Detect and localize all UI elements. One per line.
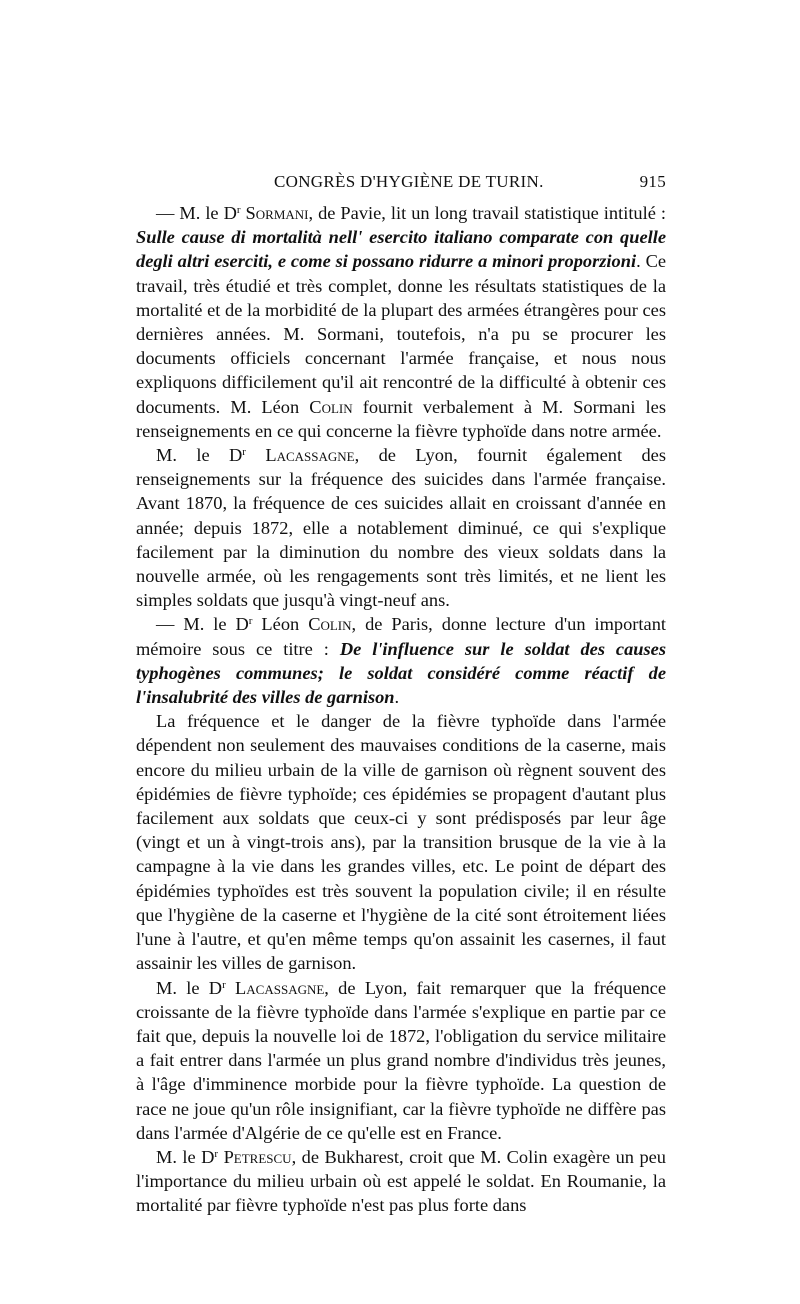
text-span: . Ce travail, très étudié et très complet, donne les résultats statistiques de la mortalité et de la morbidité de la plupart des armées étrangères pour ces dernières années. M. Sormani, toutefois, n'a pu se procurer les documents officiels concernant l'armée française, et nous nous expliquons difficilement qu'il ait rencontré de la difficulté à obtenir ces documents. M. Léon: [136, 251, 666, 417]
text-span: M. le D: [156, 977, 223, 998]
text-span: , de Paris, donne lecture d'un important mémoire sous ce titre :: [136, 614, 667, 659]
text-span: — M. le D: [156, 614, 249, 635]
text-span: M. le D: [156, 1146, 215, 1167]
running-title: CONGRÈS D'HYGIÈNE DE TURIN.: [274, 172, 544, 191]
author-name: Lacassagne: [265, 445, 355, 466]
text-span: , de Pavie, lit un long travail statistique intitulé :: [308, 203, 667, 223]
body-text: [136, 201, 666, 1218]
work-title: Sulle cause di mortalità nell' esercito italiano comparate con quelle degli altri eserciti, e come si possano ridurre a minori proporzioni: [136, 227, 666, 272]
superscript: r: [214, 1147, 219, 1160]
text-span: , de Lyon, fournit également des renseignements sur la fréquence des suicides dans l'armée française. Avant 1870, la fréquence de ces suicides allait en croissant d'année en année; depuis 1872, elle a notablement diminué, ce qui s'explique facilement par la diminution du nombre des vieux soldats dans la nouvelle armée, où les rengagements sont très limités, et ne lient les simples soldats que jusqu'à vingt-neuf ans.: [136, 445, 666, 611]
text-span: — M. le D: [156, 203, 237, 223]
text-span: , de Bukharest, croit que M. Colin exagère un peu l'importance du milieu urbain où est appelé le soldat. En Roumanie, la mortalité par fièvre typhoïde n'est pas plus forte dans: [136, 1146, 666, 1216]
text-span: , de Lyon, fait remarquer que la fréquence croissante de la fièvre typhoïde dans l'armée s'explique en partie par ce fait que, depuis la nouvelle loi de 1872, l'obligation du service militaire a fait entrer dans l'armée un plus grand nombre d'individus très jeunes, à l'âge d'imminence morbide pour la fièvre typhoïde. La question de race ne joue qu'un rôle insignifiant, car la fièvre typhoïde ne diffère pas dans l'armée d'Algérie de ce qu'elle est en France.: [136, 977, 667, 1143]
superscript: r: [248, 615, 253, 628]
author-name: Petrescu: [223, 1146, 292, 1167]
paragraph-sormani: [136, 201, 666, 443]
text-span: .: [394, 687, 400, 708]
author-name: Sormani: [245, 203, 309, 223]
superscript: r: [242, 446, 246, 459]
paragraph-lacassagne-suicides: [136, 443, 666, 612]
paragraph-lacassagne-typhoid: [136, 976, 666, 1145]
superscript: r: [222, 978, 226, 991]
paragraph-petrescu: [136, 1145, 666, 1218]
paragraph-colin-memoir: [136, 612, 666, 709]
page-number: 915: [639, 172, 666, 191]
author-name: Colin: [308, 614, 352, 635]
text-span: Léon: [252, 614, 309, 635]
work-title: De l'influence sur le soldat des causes typhogènes communes; le soldat considéré comme réactif de l'insalubrité des villes de garnison: [136, 638, 666, 708]
text-span: M. le D: [156, 445, 243, 466]
paragraph-typhoid-frequency: La fréquence et le danger de la fièvre typhoïde dans l'armée dépendent non seulement des mauvaises conditions de la caserne, mais encore du milieu urbain de la ville de garnison où règnent souvent des épidémies de fièvre typhoïde; ces épidémies se propagent d'autant plus facilement aux soldats que ceux-ci y sont prédisposés par leur âge (vingt et un à vingt-trois ans), par la transition brusque de la vie à la campagne à la vie dans les grandes villes, etc. Le point de départ des épidémies typhoïdes est très souvent la population civile; il en résulte que l'hygiène de la caserne et l'hygiène de la cité sont étroitement liées l'une à l'autre, et qu'en même temps qu'on assainit les casernes, il faut assainir les villes de garnison.: [136, 711, 666, 974]
author-name: Colin: [309, 396, 353, 417]
author-name: Lacassagne: [235, 977, 325, 998]
superscript: r: [236, 204, 241, 216]
text-span: fournit verbalement à M. Sormani les renseignements en ce qui concerne la fièvre typhoïde dans notre armée.: [136, 396, 666, 441]
